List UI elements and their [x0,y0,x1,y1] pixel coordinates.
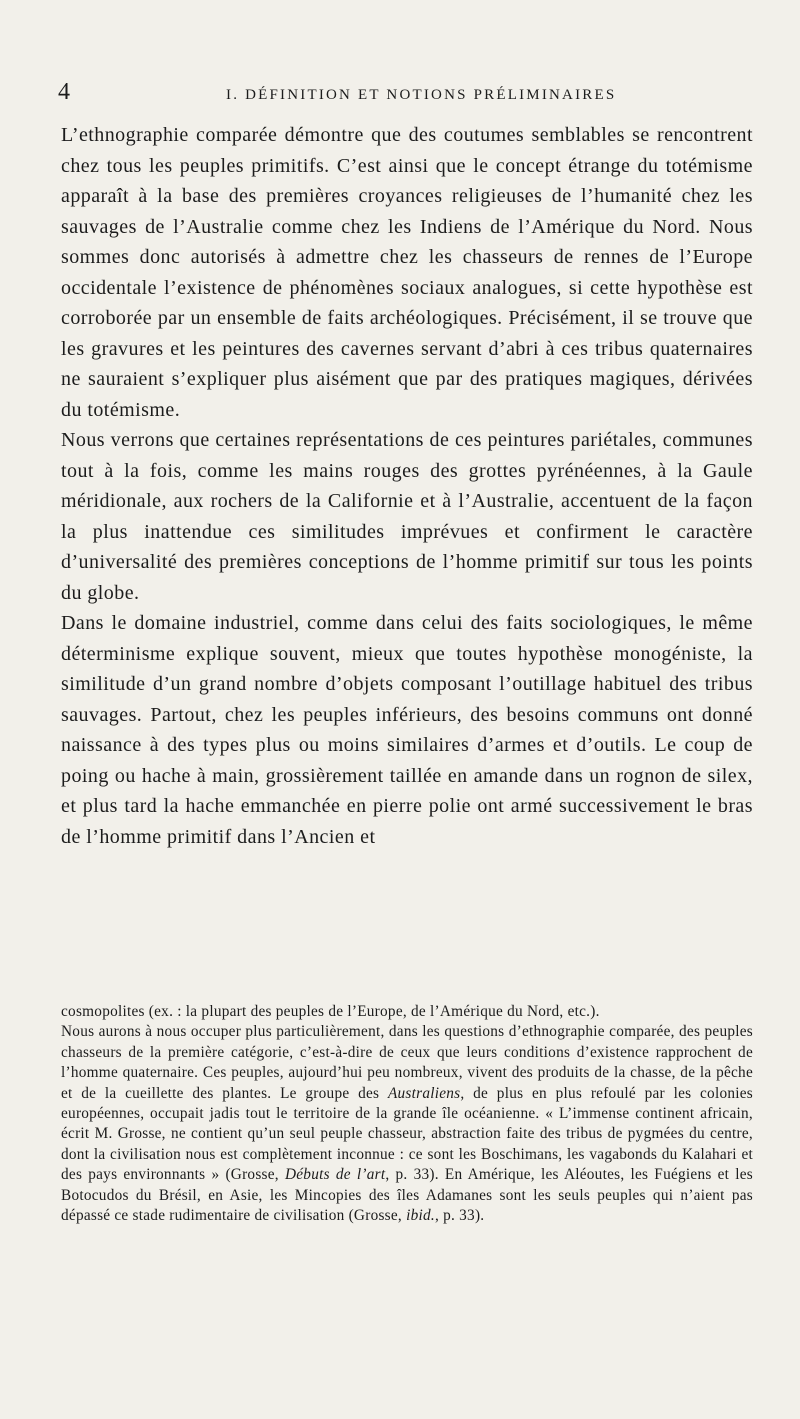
footnote-italic-ibid: ibid. [406,1207,435,1225]
main-text [61,120,753,852]
footnote-text-2: , de plus en plus refoulé par les colonies européennes, occupait jadis tout le territoire de la grande île océanienne. « L’immense continent africain, écrit M. Grosse, ne contient qu’un seul peuple chasseur, abstraction faite des tribus de pygmées du centre, dont la civilisation nous est complètement inconnue : ce sont les Boschimans, les vagabonds du Kalahari et des pays environnants » (Grosse, [61,1084,753,1184]
body-paragraph-2: Nous verrons que certaines représentations de ces peintures pariétales, communes tout à la fois, comme les mains rouges des grottes pyrénéennes, à la Gaule méridionale, aux rochers de la Californie et à l’Australie, accentuent de la façon la plus inattendue ces similitudes imprévues et confirment le caractère d’universalité des premières conceptions de l’homme primitif sur tous les points du globe. [61,429,753,604]
running-head [58,80,748,110]
page-number: 4 [58,79,70,105]
footnote-italic-australiens: Australiens [387,1084,461,1102]
footnote-paragraph [61,1022,753,1226]
footnote-text-3: , p. 33). En Amérique, les Aléoutes, les Fuégiens et les Botocudos du Brésil, en Asie, les Mincopies des îles Adamanes sont les seuls peuples qui n’aient pas dépassé ce stade rudimentaire de civilisation (Grosse, [61,1166,754,1225]
footnotes [61,1002,753,1226]
body-paragraph-3: Dans le domaine industriel, comme dans celui des faits sociologiques, le même déterminisme explique souvent, mieux que toutes hypothèse monogéniste, la similitude d’un grand nombre d’objets composant l’outillage habituel des tribus sauvages. Partout, chez les peuples inférieurs, des besoins communs ont donné naissance à des types plus ou moins similaires d’armes et d’outils. Le coup de poing ou hache à main, grossièrement taillée en amande dans un rognon de silex, et plus tard la hache emmanchée en pierre polie ont armé successivement le bras de l’homme primitif dans l’Ancien et [61,612,753,848]
footnote-continuation: cosmopolites (ex. : la plupart des peuples de l’Europe, de l’Amérique du Nord, etc.). [61,1003,600,1020]
running-title: I. DÉFINITION ET NOTIONS PRÉLIMINAIRES [226,87,617,103]
body-paragraph-1: L’ethnographie comparée démontre que des coutumes semblables se rencontrent chez tous les peuples primitifs. C’est ainsi que le concept étrange du totémisme apparaît à la base des premières croyances religieuses de l’humanité chez les sauvages de l’Australie comme chez les Indiens de l’Amérique du Nord. Nous sommes donc autorisés à admettre chez les chasseurs de rennes de l’Europe occidentale l’existence de phénomènes sociaux analogues, si cette hypothèse est corroborée par un ensemble de faits archéologiques. Précisément, il se trouve que les gravures et les peintures des cavernes servant d’abri à ces tribus quaternaires ne sauraient s’expliquer plus aisément que par des pratiques magiques, dérivées du totémisme. [61,124,753,421]
footnote-text-1: Nous aurons à nous occuper plus particulièrement, dans les questions d’ethnographie comparée, des peuples chasseurs de la première catégorie, c’est-à-dire de ceux que leurs conditions d’existence rapprochent de l’homme quaternaire. Ces peuples, aujourd’hui peu nombreux, vivent des produits de la chasse, de la pêche et de la cueillette des plantes. Le groupe des [61,1023,753,1102]
footnote-text-4: , p. 33). [434,1207,485,1225]
footnote-italic-debuts-de-l-art: Débuts de l’art [284,1166,386,1184]
